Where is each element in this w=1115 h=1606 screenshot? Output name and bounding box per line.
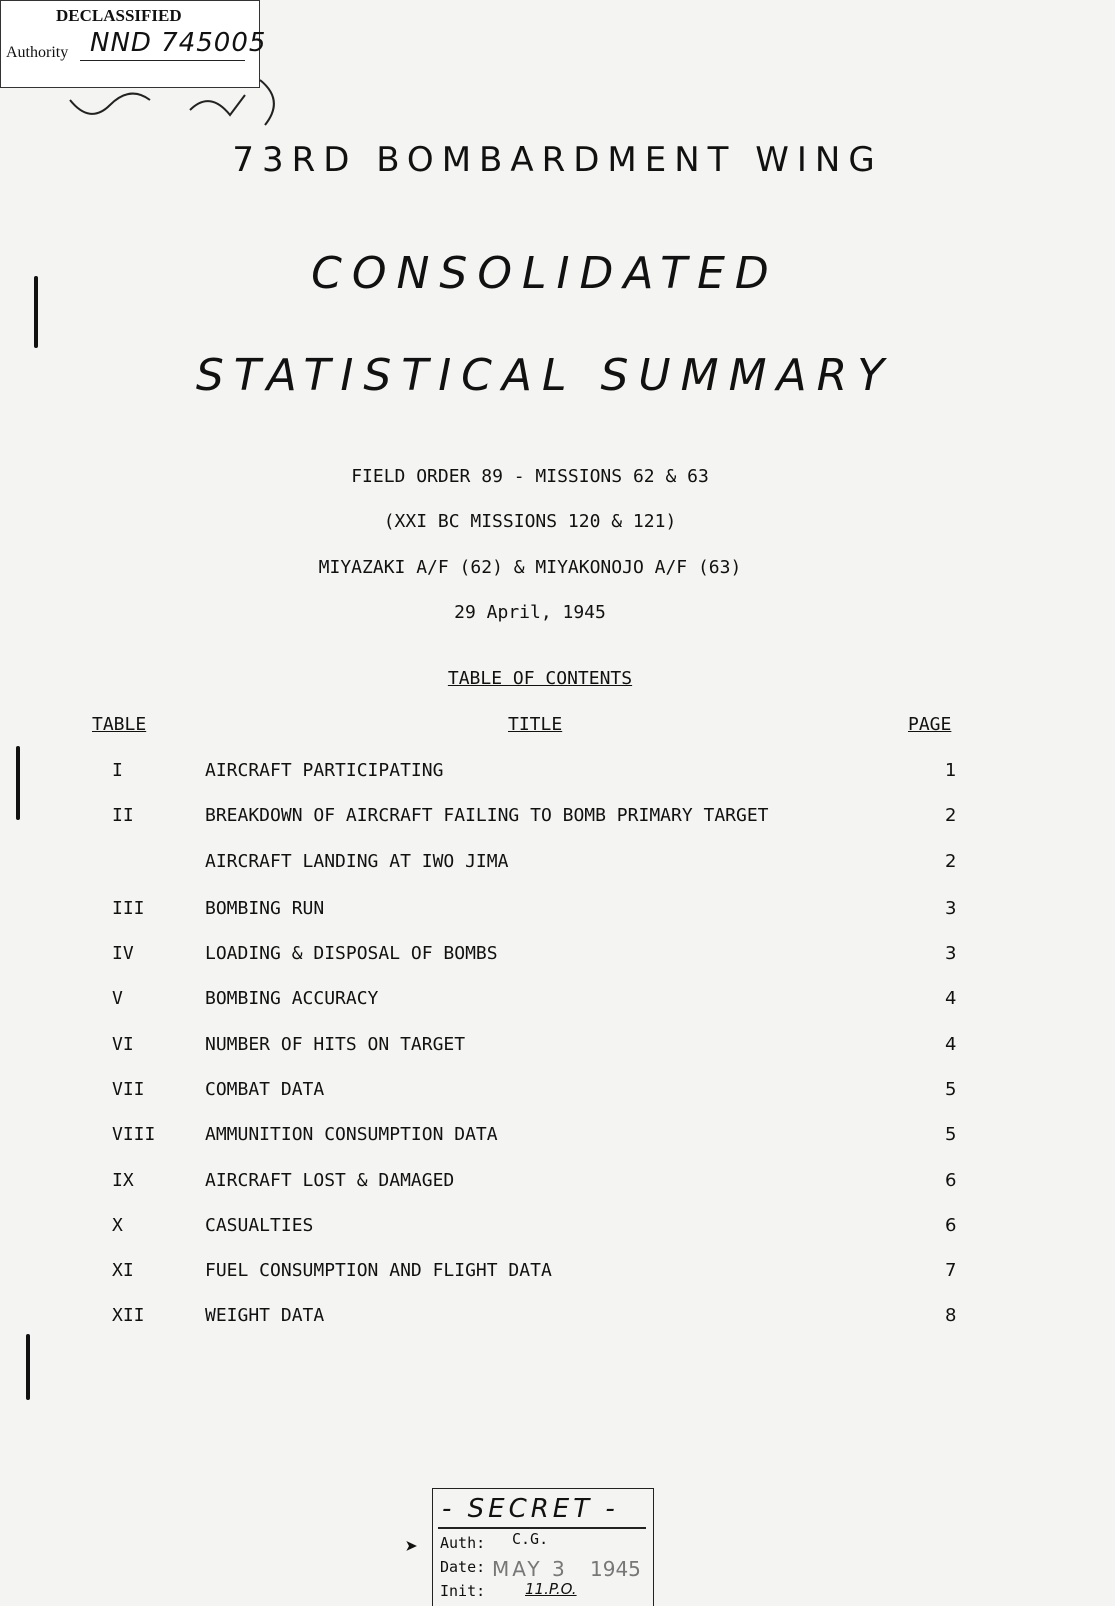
secret-date-value: MAY 3 — [492, 1557, 568, 1581]
toc-row-page: 2 — [945, 805, 957, 826]
toc-row-title: AIRCRAFT PARTICIPATING — [205, 760, 444, 781]
summary-title-line2: STATISTICAL SUMMARY — [195, 350, 895, 401]
date-line: 29 April, 1945 — [454, 602, 606, 623]
col-header-page: PAGE — [908, 714, 952, 735]
toc-row-page: 2 — [945, 851, 957, 872]
toc-row-number: II — [112, 805, 134, 826]
toc-row-page: 3 — [945, 898, 957, 919]
toc-row-page: 5 — [945, 1079, 957, 1100]
field-order-line: FIELD ORDER 89 - MISSIONS 62 & 63 — [351, 466, 709, 487]
toc-row-page: 4 — [945, 988, 957, 1009]
secret-auth-value: C.G. — [512, 1530, 549, 1548]
toc-row — [0, 760, 1115, 790]
toc-row-number: X — [112, 1215, 123, 1236]
toc-row-title: COMBAT DATA — [205, 1079, 325, 1100]
authority-label: Authority — [6, 44, 69, 61]
authority-value: NND 745005 — [90, 28, 267, 58]
toc-row-number: IV — [112, 943, 134, 964]
toc-row — [0, 988, 1115, 1018]
secret-stamp-divider — [438, 1527, 646, 1529]
toc-row-number: IX — [112, 1170, 134, 1191]
secret-init-value: 11.P.O. — [525, 1580, 577, 1598]
toc-row — [0, 1034, 1115, 1064]
secret-init-label: Init: — [440, 1582, 486, 1600]
toc-row — [0, 805, 1115, 835]
secret-auth-label: Auth: — [440, 1534, 486, 1552]
toc-row-number: XII — [112, 1305, 145, 1326]
pointer-arrow-icon: ➤ — [405, 1535, 419, 1560]
toc-row — [0, 1079, 1115, 1109]
toc-row — [0, 1215, 1115, 1245]
toc-row-title: AIRCRAFT LOST & DAMAGED — [205, 1170, 455, 1191]
toc-row-page: 6 — [945, 1215, 957, 1236]
declassified-title: DECLASSIFIED — [56, 6, 182, 25]
summary-title-line1: CONSOLIDATED — [311, 248, 779, 299]
toc-row-title: BOMBING RUN — [205, 898, 325, 919]
toc-row-page: 1 — [945, 760, 957, 781]
toc-row — [0, 898, 1115, 928]
toc-heading: TABLE OF CONTENTS — [447, 668, 633, 689]
toc-row — [0, 1260, 1115, 1290]
toc-row-title: AMMUNITION CONSUMPTION DATA — [205, 1124, 498, 1145]
toc-row-page: 8 — [945, 1305, 957, 1326]
margin-mark — [34, 276, 38, 348]
margin-mark — [26, 1334, 30, 1400]
toc-row — [0, 943, 1115, 973]
toc-row-page: 4 — [945, 1034, 957, 1055]
toc-row-title: LOADING & DISPOSAL OF BOMBS — [205, 943, 498, 964]
toc-row-page: 5 — [945, 1124, 957, 1145]
authority-underline — [80, 60, 245, 61]
toc-row-number: V — [112, 988, 123, 1009]
toc-row-title: BOMBING ACCURACY — [205, 988, 379, 1009]
secret-date-label: Date: — [440, 1558, 486, 1576]
toc-row — [0, 851, 1115, 881]
col-header-title: TITLE — [508, 714, 563, 735]
toc-row — [0, 1305, 1115, 1335]
toc-row-number: XI — [112, 1260, 134, 1281]
toc-row-title: FUEL CONSUMPTION AND FLIGHT DATA — [205, 1260, 552, 1281]
toc-row-title: WEIGHT DATA — [205, 1305, 325, 1326]
secret-stamp-title: - SECRET - — [442, 1494, 619, 1524]
targets-line: MIYAZAKI A/F (62) & MIYAKONOJO A/F (63) — [318, 557, 742, 578]
toc-row — [0, 1124, 1115, 1154]
toc-row-number: VIII — [112, 1124, 156, 1145]
col-header-table: TABLE — [92, 714, 147, 735]
toc-row-page: 3 — [945, 943, 957, 964]
toc-row-title: CASUALTIES — [205, 1215, 314, 1236]
toc-row-number: III — [112, 898, 145, 919]
toc-row-title: BREAKDOWN OF AIRCRAFT FAILING TO BOMB PRIMARY TARGET — [205, 805, 769, 826]
toc-row-title: NUMBER OF HITS ON TARGET — [205, 1034, 466, 1055]
margin-mark — [16, 746, 20, 820]
toc-row-number: I — [112, 760, 123, 781]
wing-title: 73RD BOMBARDMENT WING — [232, 140, 883, 180]
toc-row-number: VI — [112, 1034, 134, 1055]
toc-row — [0, 1170, 1115, 1200]
toc-row-number: VII — [112, 1079, 145, 1100]
toc-row-page: 7 — [945, 1260, 957, 1281]
handwritten-scribble — [60, 70, 290, 130]
toc-row-page: 6 — [945, 1170, 957, 1191]
xxi-missions-line: (XXI BC MISSIONS 120 & 121) — [383, 511, 677, 532]
secret-date-year: 1945 — [590, 1557, 641, 1581]
toc-row-title: AIRCRAFT LANDING AT IWO JIMA — [205, 851, 509, 872]
